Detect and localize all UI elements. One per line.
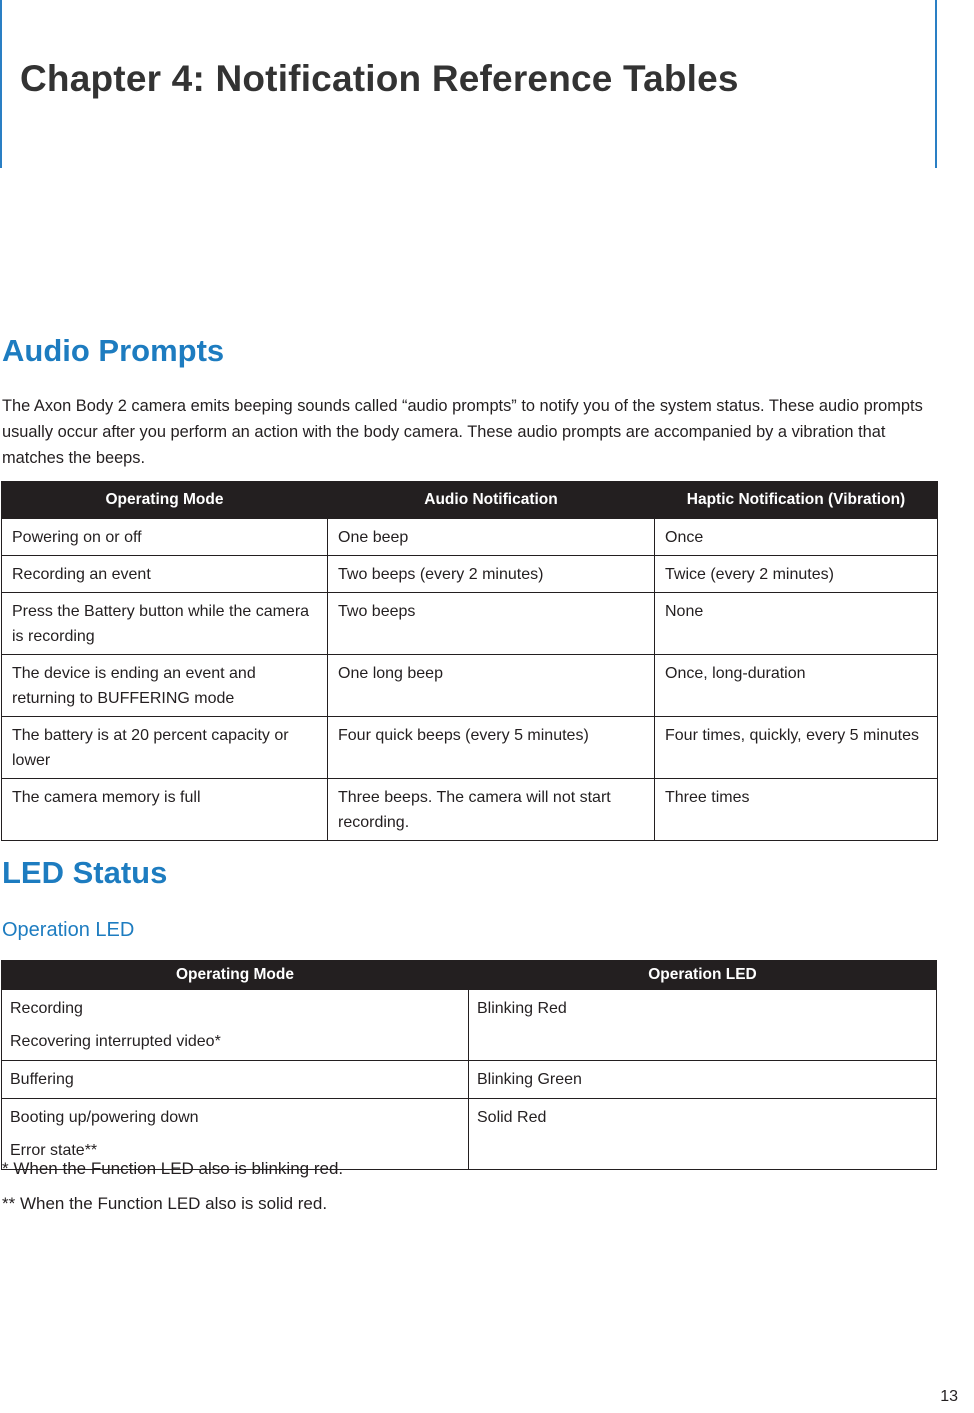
- header-left-rule: [0, 0, 2, 168]
- table-cell: One long beep: [328, 655, 655, 717]
- table-cell: Blinking Green: [469, 1061, 937, 1099]
- table-cell: [2, 990, 469, 1061]
- led-col-operating-mode: Operating Mode: [2, 961, 469, 990]
- table-row: [2, 779, 938, 841]
- table-cell: Once: [655, 519, 938, 556]
- audio-table-header-row: [2, 482, 938, 519]
- footnote-blinking-red: * When the Function LED also is blinking red.: [2, 1159, 344, 1178]
- header-right-rule: [935, 0, 937, 168]
- mode-line: Booting up/powering down: [10, 1109, 199, 1126]
- table-row: [2, 593, 938, 655]
- table-cell: The battery is at 20 percent capacity or lower: [2, 717, 328, 779]
- chapter-title: Chapter 4: Notification Reference Tables: [20, 58, 739, 99]
- table-row: [2, 717, 938, 779]
- mode-line: Error state**: [10, 1142, 98, 1159]
- table-cell: Press the Battery button while the camera is recording: [2, 593, 328, 655]
- table-cell: Four quick beeps (every 5 minutes): [328, 717, 655, 779]
- audio-prompts-table: [1, 481, 938, 841]
- table-cell: One beep: [328, 519, 655, 556]
- audio-col-operating-mode: Operating Mode: [2, 482, 328, 519]
- table-cell: The device is ending an event and returning to BUFFERING mode: [2, 655, 328, 717]
- table-cell: Blinking Red: [469, 990, 937, 1061]
- table-row: [2, 519, 938, 556]
- table-row: [2, 655, 938, 717]
- table-cell: Powering on or off: [2, 519, 328, 556]
- footnote-solid-red: ** When the Function LED also is solid red.: [2, 1194, 328, 1213]
- led-table-header-row: [2, 961, 937, 990]
- table-cell: Three times: [655, 779, 938, 841]
- led-status-heading: LED Status: [2, 855, 168, 890]
- table-row: [2, 990, 937, 1061]
- table-cell: None: [655, 593, 938, 655]
- table-cell: Once, long-duration: [655, 655, 938, 717]
- table-cell: Three beeps. The camera will not start recording.: [328, 779, 655, 841]
- mode-line: Recovering interrupted video*: [10, 1033, 221, 1050]
- audio-col-audio-notification: Audio Notification: [328, 482, 655, 519]
- table-cell: Two beeps: [328, 593, 655, 655]
- table-row: [2, 1061, 937, 1099]
- audio-prompts-intro: The Axon Body 2 camera emits beeping sounds called “audio prompts” to notify you of the system status. These audio prompts usually occur after you perform an action with the body camera. These audio prompts are accompanied by a vibration that matches the beeps.: [2, 397, 923, 467]
- table-cell: [2, 1061, 469, 1099]
- mode-line: Buffering: [10, 1071, 74, 1088]
- table-row: [2, 556, 938, 593]
- operation-led-subheading: Operation LED: [2, 919, 135, 941]
- table-cell: Solid Red: [469, 1099, 937, 1170]
- page-number: 13: [940, 1388, 958, 1405]
- table-cell: Recording an event: [2, 556, 328, 593]
- table-cell: Two beeps (every 2 minutes): [328, 556, 655, 593]
- operation-led-table: [1, 960, 937, 1170]
- audio-col-haptic-notification: Haptic Notification (Vibration): [655, 482, 938, 519]
- table-cell: Four times, quickly, every 5 minutes: [655, 717, 938, 779]
- mode-line: Recording: [10, 1000, 83, 1017]
- led-col-operation-led: Operation LED: [469, 961, 937, 990]
- audio-prompts-heading: Audio Prompts: [2, 333, 225, 368]
- table-cell: The camera memory is full: [2, 779, 328, 841]
- table-cell: Twice (every 2 minutes): [655, 556, 938, 593]
